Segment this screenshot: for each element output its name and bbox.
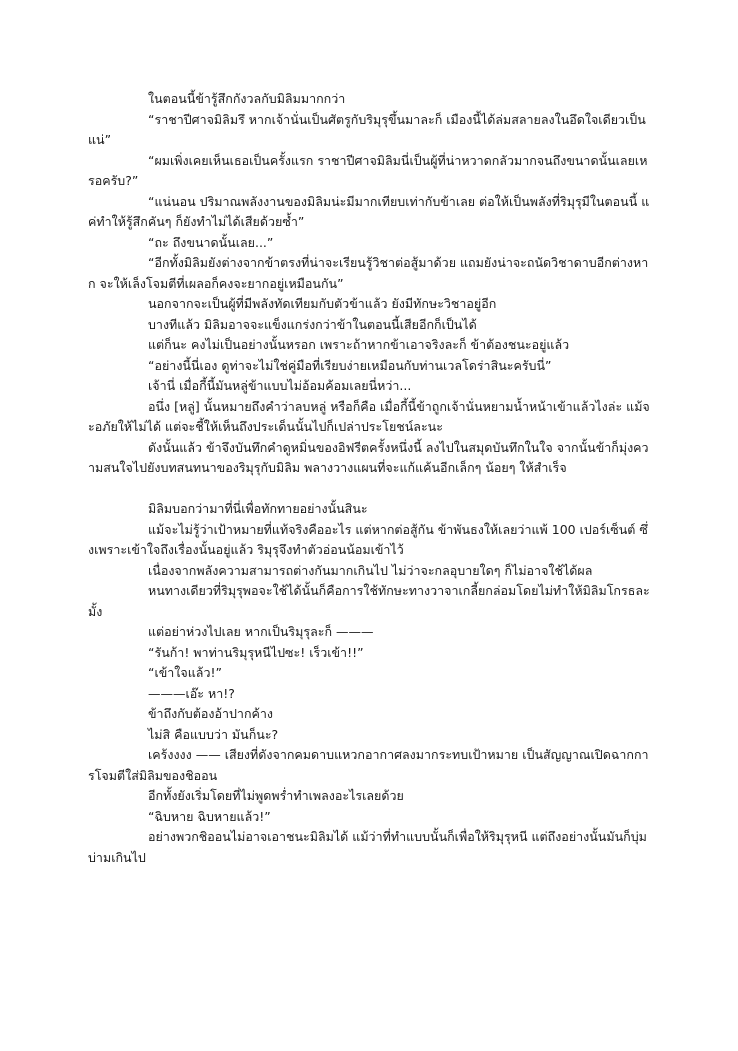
story-text [88, 89, 651, 868]
paragraph: แต่อย่าห่วงไปเลย หากเป็นริมุรุละก็ ——— [148, 624, 374, 639]
paragraph: ดังนั้นแล้ว ข้าจึงบันทึกคำดูหมิ่นของอิฟรีตครั้งหนึ่งนี้ ลงไปในสมุดบันทึกในใจ จากนั้นข้าก็มุ่งความสนใจไปยังบทสนทนาของริมุรุกับมิลิม พลางวางแผนที่จะแก้แค้นอีกเล็กๆ น้อยๆ ให้สำเร็จ [88, 439, 649, 475]
paragraph: อย่างพวกชิออนไม่อาจเอาชนะมิลิมได้ แม้ว่าที่ทำแบบนั้นก็เพื่อให้ริมุรุหนี แต่ถึงอย่างนั้นมันก็บุ่มบ่ามเกินไป [88, 829, 647, 865]
paragraph: อีกทั้งยังเริ่มโดยที่ไม่พูดพร่ำทำเพลงอะไรเลยด้วย [148, 788, 404, 803]
paragraph: เนื่องจากพลังความสามารถต่างกันมากเกินไป ไม่ว่าจะกลอุบายใดๆ ก็ไม่อาจใช้ได้ผล [148, 562, 593, 578]
paragraph: แต่ก็นะ คงไม่เป็นอย่างนั้นหรอก เพราะถ้าหากข้าเอาจริงละก็ ข้าต้องชนะอยู่แล้ว [148, 337, 570, 352]
paragraph: ในตอนนี้ข้ารู้สึกกังวลกับมิลิมมากกว่า [148, 91, 346, 106]
dialogue-paragraph: “ผมเพิ่งเคยเห็นเธอเป็นครั้งแรก ราชาปีศาจมิลิมนี่เป็นผู้ที่น่าหวาดกลัวมากจนถึงขนาดนั้นเลยเหรอครับ?” [88, 152, 648, 188]
paragraph: มิลิมบอกว่ามาที่นี่เพื่อทักทายอย่างนั้นสินะ [148, 501, 368, 516]
dialogue-paragraph: “ถะ ถึงขนาดนั้นเลย...” [148, 234, 274, 250]
dialogue-paragraph: “ฉิบหาย ฉิบหายแล้ว!” [148, 808, 271, 824]
dialogue-paragraph: “รันก้า! พาท่านริมุรุหนีไปซะ! เร็วเข้า!!” [148, 644, 364, 660]
dialogue-paragraph: “เข้าใจแล้ว!” [148, 665, 222, 680]
paragraph: เคร้งงงง —— เสียงที่ดังจากคมดาบแหวกอากาศลงมากระทบเป้าหมาย เป็นสัญญาณเปิดฉากการโจมตีใส่มิลิมของชิออน [88, 747, 649, 783]
dialogue-paragraph: “อีกทั้งมิลิมยังต่างจากข้าตรงที่น่าจะเรียนรู้วิชาต่อสู้มาด้วย แถมยังน่าจะถนัดวิชาดาบอีกต่างหาก จะให้เล็งโจมตีที่เผลอก็คงจะยากอยู่เหมือนกัน” [88, 255, 649, 291]
paragraph: บางทีแล้ว มิลิมอาจจะแข็งแกร่งกว่าข้าในตอนนี้เสียอีกก็เป็นได้ [148, 316, 477, 332]
dialogue-paragraph: “อย่างนี้นี่เอง ดูท่าจะไม่ใช่คู่มือที่เรียบง่ายเหมือนกับท่านเวลโดร่าสินะครับนี่” [148, 357, 552, 373]
dialogue-paragraph: “แน่นอน ปริมาณพลังงานของมิลิมน่ะมีมากเทียบเท่ากับข้าเลย ต่อให้เป็นพลังที่ริมุรุมีในตอนนี้ แค่ทำให้รู้สึกคันๆ ก็ยังทำไม่ได้เสียด้วยซ้ำ” [88, 193, 650, 229]
section-gap [88, 479, 651, 500]
paragraph: นอกจากจะเป็นผู้ที่มีพลังทัดเทียมกับตัวข้าแล้ว ยังมีทักษะวิชาอยู่อีก [148, 296, 497, 311]
paragraph: ———เอ๊ะ หา!? [148, 685, 235, 701]
paragraph: หนทางเดียวที่ริมุรุพอจะใช้ได้นั้นก็คือการใช้ทักษะทางวาจาเกลี้ยกล่อมโดยไม่ทำให้มิลิมโกรธละมั้ง [88, 583, 650, 619]
paragraph: แม้จะไม่รู้ว่าเป้าหมายที่แท้จริงคืออะไร แต่หากต่อสู้กัน ข้าพันธงให้เลยว่าแพ้ 100 เปอร์เซ็นต์ ซึ่งเพราะเข้าใจถึงเรื่องนั้นอยู่แล้ว ริมุรุจึงทำตัวอ่อนน้อมเข้าไว้ [88, 521, 648, 557]
paragraph: อนึ่ง [หลู่] นั้นหมายถึงคำว่าลบหลู่ หรือก็คือ เมื่อกี้นี้ข้าถูกเจ้านั่นหยามน้ำหน้าเข้าแล้วไงล่ะ แม้จะอภัยให้ไม่ได้ แต่จะชี้ให้เห็นถึงประเด็นนั้นไปก็เปล่าประโยชน์ละนะ [88, 398, 650, 434]
paragraph: เจ้านี่ เมื่อกี้นี้มันหลู่ข้าแบบไม่อ้อมค้อมเลยนี่หว่า... [148, 378, 412, 393]
dialogue-paragraph: “ราชาปีศาจมิลิมรึ หากเจ้านั่นเป็นศัตรูกับริมุรุขึ้นมาละก็ เมืองนี้ได้ล่มสลายลงในอึดใจเดียวเป็นแน่” [88, 111, 646, 147]
paragraph: ข้าถึงกับต้องอ้าปากค้าง [148, 706, 273, 721]
paragraph: ไม่สิ คือแบบว่า มันก็นะ? [148, 726, 279, 742]
